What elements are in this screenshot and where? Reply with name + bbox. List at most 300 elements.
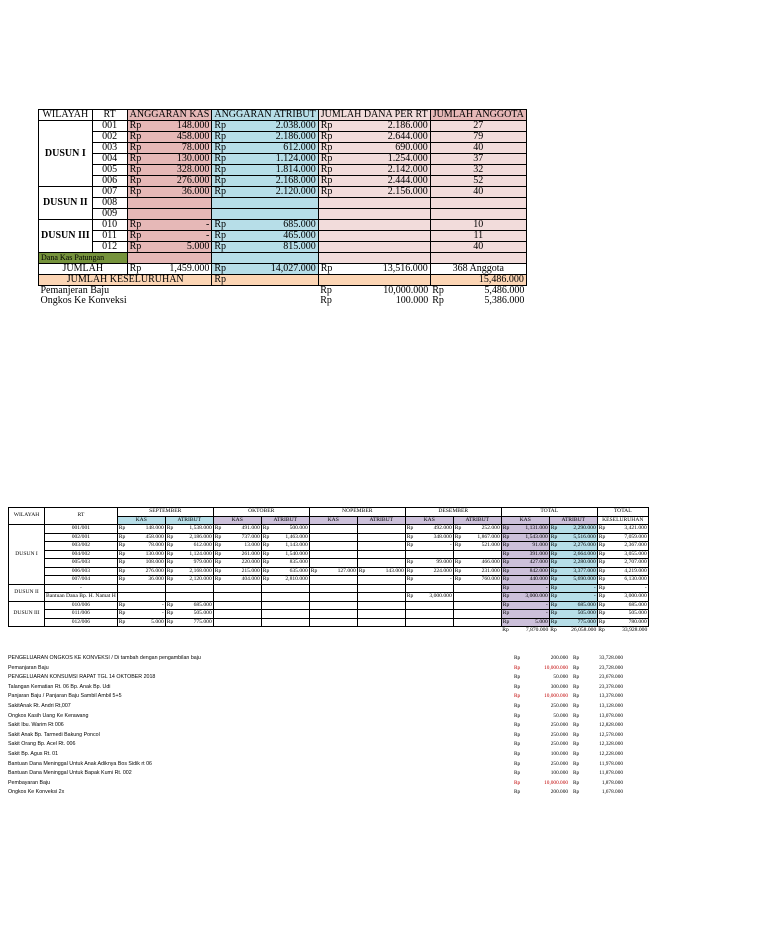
currency-label: Rp — [320, 295, 332, 306]
currency-label: Rp — [502, 593, 510, 599]
okt-kas — [213, 601, 261, 610]
currency-label: Rp — [262, 576, 270, 582]
currency-label: Rp — [514, 741, 521, 748]
total-keseluruhan-value: 3,055.000 — [624, 550, 647, 557]
sept-atribut — [165, 610, 213, 619]
monthly-total-row — [9, 627, 649, 635]
atribut-cell — [212, 143, 318, 154]
nop-kas — [309, 584, 357, 593]
monthly-row — [9, 525, 649, 534]
total-kas — [501, 601, 549, 610]
currency-label: Rp — [129, 241, 142, 252]
total-atribut — [549, 601, 597, 610]
header-atribut: ATRIBUT — [261, 516, 309, 525]
expense-row — [8, 673, 623, 683]
header-jumlah-anggota: JUMLAH ANGGOTA — [430, 110, 526, 121]
total-keseluruhan — [597, 550, 648, 559]
des-kas — [405, 593, 453, 602]
atribut-cell — [212, 121, 318, 132]
atribut-cell — [212, 132, 318, 143]
total-atribut-value: 505.000 — [577, 610, 596, 616]
currency-label: Rp — [406, 542, 414, 548]
okt-atribut-value: 1,463.000 — [285, 533, 308, 540]
nop-atribut — [357, 533, 405, 542]
total-atribut-value: 5,516.000 — [573, 533, 596, 540]
okt-atribut — [261, 567, 309, 576]
atribut-value: 2.186.000 — [275, 131, 316, 142]
total-atribut — [549, 525, 597, 534]
expense-row — [8, 750, 623, 760]
currency-label: Rp — [118, 533, 126, 540]
sept-atribut — [165, 559, 213, 568]
currency-label: Rp — [573, 731, 580, 738]
sept-kas — [117, 593, 165, 602]
summary-row — [39, 143, 527, 154]
total-kas-value: 5.000 — [535, 618, 548, 625]
currency-label: Rp — [406, 533, 414, 540]
jumlah-row — [39, 264, 527, 275]
anggota-cell: 27 — [430, 121, 526, 132]
jumlah-dana-cell — [318, 165, 430, 176]
currency-label: Rp — [598, 584, 606, 591]
jumlah-label: JUMLAH — [39, 264, 128, 275]
total-atribut — [549, 533, 597, 542]
des-atribut-value: 231.000 — [481, 567, 500, 574]
rt-cell: 009 — [92, 209, 127, 220]
summary-header-row — [39, 110, 527, 121]
header-rt: RT — [92, 110, 127, 121]
kas-cell — [127, 143, 212, 154]
total-kas-value: - — [545, 610, 548, 616]
des-atribut — [453, 559, 501, 568]
currency-label: Rp — [550, 593, 558, 599]
jumlah-dana-cell — [318, 143, 430, 154]
rt-cell: 006 — [92, 176, 127, 187]
nop-kas — [309, 567, 357, 576]
currency-label: Rp — [454, 559, 462, 565]
expense-label: PENGELUARAN KONSUMSI RAPAT TGL 14 OKTOBER 2018 — [8, 674, 156, 681]
des-atribut-value: 521.000 — [481, 542, 500, 548]
currency-label: Rp — [502, 550, 510, 557]
expense-balance: 12,228.000 — [599, 750, 623, 757]
sept-atribut-value: 979.000 — [193, 559, 212, 565]
sept-kas — [117, 576, 165, 585]
total-atribut — [549, 550, 597, 559]
currency-label: Rp — [514, 712, 521, 719]
currency-label: Rp — [358, 567, 366, 574]
currency-label: Rp — [454, 576, 462, 582]
okt-kas — [213, 576, 261, 585]
currency-label: Rp — [214, 533, 222, 540]
header-oktober: OKTOBER — [213, 508, 309, 517]
rt-cell: 005/003 — [45, 559, 118, 568]
total-kas — [501, 542, 549, 551]
des-kas — [405, 610, 453, 619]
des-atribut — [453, 601, 501, 610]
summary-row — [39, 187, 527, 198]
sept-kas-value: 148.000 — [145, 525, 164, 531]
sept-atribut — [165, 533, 213, 542]
expense-balance: 13,378.000 — [599, 693, 623, 700]
currency-label: Rp — [514, 770, 521, 777]
des-kas — [405, 584, 453, 593]
dusun-label: DUSUN I — [39, 121, 93, 187]
currency-label: Rp — [320, 263, 333, 274]
currency-label: Rp — [118, 567, 126, 574]
des-kas — [405, 550, 453, 559]
currency-label: Rp — [214, 576, 222, 582]
currency-label: Rp — [166, 576, 174, 582]
currency-label: Rp — [573, 712, 580, 719]
okt-atribut — [261, 601, 309, 610]
header-kas: KAS — [501, 516, 549, 525]
des-atribut — [453, 610, 501, 619]
currency-label: Rp — [166, 550, 174, 557]
total-keseluruhan — [597, 576, 648, 585]
total-keseluruhan — [597, 567, 648, 576]
rt-cell: 004/002 — [45, 550, 118, 559]
expense-amount: 200.000 — [550, 655, 568, 661]
currency-label: Rp — [550, 567, 558, 574]
total-kas-value: - — [545, 601, 548, 608]
okt-kas-value: 215.000 — [241, 567, 260, 574]
ongkos-row — [39, 296, 527, 306]
currency-label: Rp — [502, 584, 510, 591]
rt-cell: 010/006 — [45, 601, 118, 610]
kas-cell — [127, 165, 212, 176]
currency-label: Rp — [598, 542, 606, 548]
sept-kas-value: 78.000 — [148, 542, 164, 548]
atribut-value: 2.038.000 — [275, 120, 316, 131]
sept-atribut — [165, 618, 213, 627]
okt-kas — [213, 542, 261, 551]
currency-label: Rp — [406, 593, 414, 599]
anggota-cell: 11 — [430, 231, 526, 242]
currency-label: Rp — [514, 664, 521, 671]
currency-label: Rp — [320, 142, 333, 153]
currency-label: Rp — [129, 263, 142, 274]
nop-atribut — [357, 525, 405, 534]
summary-row — [39, 220, 527, 231]
currency-label: Rp — [550, 610, 558, 616]
currency-label: Rp — [573, 760, 580, 767]
dana-kas-label: Dana Kas Patungan — [39, 253, 128, 264]
jumlah-kas-cell — [127, 264, 212, 275]
sept-kas-value: - — [161, 601, 164, 608]
currency-label: Rp — [573, 741, 580, 748]
currency-label: Rp — [129, 186, 142, 197]
jumlah-dana-cell — [318, 220, 430, 231]
total-keseluruhan-value: 780.000 — [628, 618, 647, 625]
sept-atribut — [165, 576, 213, 585]
currency-label: Rp — [550, 525, 558, 531]
sept-kas — [117, 542, 165, 551]
currency-label: Rp — [454, 533, 462, 540]
currency-label: Rp — [214, 164, 227, 175]
nop-atribut — [357, 610, 405, 619]
sept-kas — [117, 618, 165, 627]
expense-row — [8, 779, 623, 789]
ongkos-v2: 5,386.000 — [484, 295, 525, 306]
kas-value: 276.000 — [176, 175, 210, 186]
sept-kas-value: 36.000 — [148, 576, 164, 582]
jumlah-atribut-cell — [212, 264, 318, 275]
sept-atribut — [165, 593, 213, 602]
expense-balance: 13,078.000 — [599, 712, 623, 719]
jumlah-dana-cell — [318, 209, 430, 220]
sept-kas — [117, 533, 165, 542]
jumlah-dana-cell — [318, 154, 430, 165]
expense-amount: 250.000 — [550, 702, 568, 709]
des-atribut — [453, 567, 501, 576]
expense-balance: 33,728.000 — [599, 655, 623, 661]
currency-label: Rp — [550, 559, 558, 565]
currency-label: Rp — [514, 655, 521, 661]
anggota-cell: 40 — [430, 143, 526, 154]
currency-label: Rp — [166, 610, 174, 616]
jumlah-value: 2.142.000 — [387, 164, 428, 175]
total-keseluruhan-value: 6,130.000 — [624, 576, 647, 582]
kas-value: - — [206, 230, 210, 241]
keseluruhan-rp — [212, 275, 318, 286]
rt-cell: 011/006 — [45, 610, 118, 619]
summary-row — [39, 209, 527, 220]
rt-cell: 012/006 — [45, 618, 118, 627]
des-atribut — [453, 593, 501, 602]
expense-row — [8, 731, 623, 741]
expense-amount: 100.000 — [550, 750, 568, 757]
total-kas — [501, 618, 549, 627]
keseluruhan-row — [39, 275, 527, 286]
sept-atribut-value: 1,124.000 — [189, 550, 212, 557]
currency-label: Rp — [166, 601, 174, 608]
expense-label: Ongkos Kasih Uang Ke Kerawang — [8, 712, 89, 719]
expense-amount: 50.000 — [553, 674, 568, 681]
expense-balance: 12,578.000 — [599, 731, 623, 738]
nop-atribut — [357, 542, 405, 551]
total-kas-value: 440.000 — [529, 576, 548, 582]
des-kas — [405, 533, 453, 542]
total-kas — [501, 550, 549, 559]
total-keseluruhan-value: 685.000 — [628, 601, 647, 608]
nop-kas — [309, 550, 357, 559]
expense-list — [8, 654, 623, 798]
des-kas-value: 492.000 — [433, 525, 452, 531]
currency-label: Rp — [432, 285, 444, 296]
currency-label: Rp — [262, 533, 270, 540]
currency-label: Rp — [214, 186, 227, 197]
currency-label: Rp — [550, 618, 558, 625]
sept-kas-value: - — [161, 610, 164, 616]
total-atribut — [549, 567, 597, 576]
nop-atribut — [357, 584, 405, 593]
okt-kas — [213, 618, 261, 627]
total-keseluruhan-value: 3,000.000 — [624, 593, 647, 599]
jumlah-dana-cell — [318, 176, 430, 187]
okt-kas-value: 737.000 — [241, 533, 260, 540]
sept-atribut-value: 2,186.000 — [189, 533, 212, 540]
expense-balance: 1,678.000 — [601, 789, 623, 796]
header-keseluruhan: KESELURUHAN — [597, 516, 648, 525]
kas-value: 78.000 — [181, 142, 210, 153]
des-kas — [405, 576, 453, 585]
header-wilayah: WILAYAH — [9, 508, 45, 525]
currency-label: Rp — [598, 610, 606, 616]
currency-label: Rp — [573, 722, 580, 729]
monthly-row — [9, 610, 649, 619]
okt-atribut-value: 1,143.000 — [285, 542, 308, 548]
jumlah-anggota-cell: 368 Anggota — [430, 264, 526, 275]
total-kas — [501, 533, 549, 542]
currency-label: Rp — [214, 559, 222, 565]
currency-label: Rp — [406, 559, 414, 565]
jumlah-value: 2.186.000 — [387, 120, 428, 131]
okt-kas-value: 13.000 — [244, 542, 260, 548]
header-anggaran-atribut: ANGGARAN ATRIBUT — [212, 110, 318, 121]
sept-kas — [117, 559, 165, 568]
monthly-row — [9, 542, 649, 551]
currency-label: Rp — [502, 542, 510, 548]
okt-kas — [213, 525, 261, 534]
nop-atribut — [357, 601, 405, 610]
expense-amount: 250.000 — [550, 722, 568, 729]
currency-label: Rp — [454, 525, 462, 531]
summary-row — [39, 132, 527, 143]
anggota-cell: 40 — [430, 187, 526, 198]
total-atribut — [549, 593, 597, 602]
monthly-header-row-1 — [9, 508, 649, 517]
expense-label: Pembayaran Baju — [8, 779, 51, 786]
jumlah-dana-cell — [318, 198, 430, 209]
atribut-cell — [212, 165, 318, 176]
ongkos-value-2 — [430, 296, 526, 306]
expense-label: Bantuan Dana Meninggal Untuk Bapak Kumi Rt. 002 — [8, 770, 132, 777]
total-kas-value: 842.000 — [529, 567, 548, 574]
expense-balance: 11,978.000 — [599, 760, 623, 767]
des-kas-value: 99.000 — [436, 559, 452, 565]
anggota-cell — [430, 198, 526, 209]
des-kas — [405, 542, 453, 551]
okt-atribut — [261, 576, 309, 585]
total-keseluruhan-value: 505.000 — [628, 610, 647, 616]
currency-label: Rp — [514, 683, 521, 690]
currency-label: Rp — [262, 542, 270, 548]
total-atribut-value: 2,276.000 — [573, 542, 596, 548]
okt-kas-value: 220.000 — [241, 559, 260, 565]
expense-row — [8, 702, 623, 712]
currency-label: Rp — [129, 131, 142, 142]
currency-label: Rp — [598, 533, 606, 540]
expense-balance: 23,678.000 — [599, 674, 623, 681]
rt-cell: 003/002 — [45, 542, 118, 551]
currency-label: Rp — [320, 131, 333, 142]
anggota-cell: 10 — [430, 220, 526, 231]
summary-row — [39, 176, 527, 187]
rt-cell: 004 — [92, 154, 127, 165]
total-atribut-value: 2,664.000 — [573, 550, 596, 557]
jumlah-dana-cell — [318, 187, 430, 198]
header-atribut: ATRIBUT — [453, 516, 501, 525]
expense-row — [8, 740, 623, 750]
ongkos-label: Ongkos Ke Konveksi — [40, 295, 127, 306]
header-kas: KAS — [117, 516, 165, 525]
des-atribut-value: 252.000 — [481, 525, 500, 531]
anggota-cell: 32 — [430, 165, 526, 176]
grand-total-atribut — [549, 627, 597, 635]
des-kas — [405, 567, 453, 576]
header-september: SEPTEMBER — [117, 508, 213, 517]
total-keseluruhan-value: 4,219.000 — [624, 567, 647, 574]
rt-cell: 005 — [92, 165, 127, 176]
currency-label: Rp — [550, 576, 558, 582]
currency-label: Rp — [214, 550, 222, 557]
currency-label: Rp — [166, 559, 174, 565]
header-total: TOTAL — [501, 508, 597, 517]
atribut-value: 2.120.000 — [275, 186, 316, 197]
currency-label: Rp — [214, 263, 227, 274]
expense-balance: 12,328.000 — [599, 741, 623, 748]
currency-label: Rp — [514, 722, 521, 729]
des-atribut — [453, 533, 501, 542]
header-rt: RT — [45, 508, 118, 525]
anggota-cell: 40 — [430, 242, 526, 253]
total-keseluruhan-value: 2,367.000 — [624, 542, 647, 548]
kas-cell — [127, 187, 212, 198]
expense-row — [8, 664, 623, 674]
total-atribut — [549, 542, 597, 551]
des-kas — [405, 525, 453, 534]
jumlah-dana-value: 13,516.000 — [382, 263, 428, 274]
kas-value: 5.000 — [186, 241, 210, 252]
header-kas: KAS — [405, 516, 453, 525]
expense-label: Sakit Orang Bp. Acel Rt. 006 — [8, 741, 76, 748]
expense-balance: 12,828.000 — [599, 722, 623, 729]
nop-kas — [309, 525, 357, 534]
currency-label: Rp — [573, 674, 580, 681]
expense-row — [8, 712, 623, 722]
currency-label: Rp — [573, 693, 580, 700]
kas-value: 328.000 — [176, 164, 210, 175]
currency-label: Rp — [166, 525, 174, 531]
nop-kas — [309, 601, 357, 610]
nop-atribut — [357, 576, 405, 585]
okt-kas — [213, 533, 261, 542]
currency-label: Rp — [514, 693, 521, 700]
total-keseluruhan-value: - — [644, 584, 647, 591]
sept-kas-value: 276.000 — [145, 567, 164, 574]
currency-label: Rp — [502, 627, 509, 633]
rt-cell: 002 — [92, 132, 127, 143]
okt-kas — [213, 584, 261, 593]
rt-cell: 008 — [92, 198, 127, 209]
currency-label: Rp — [214, 219, 227, 230]
currency-label: Rp — [573, 683, 580, 690]
dusun-label: DUSUN III — [9, 601, 45, 627]
total-atribut-value: - — [593, 593, 596, 599]
nop-atribut — [357, 593, 405, 602]
currency-label: Rp — [432, 295, 444, 306]
sept-atribut-value: 2,168.000 — [189, 567, 212, 574]
summary-row — [39, 154, 527, 165]
sept-kas — [117, 567, 165, 576]
currency-label: Rp — [573, 750, 580, 757]
okt-atribut — [261, 542, 309, 551]
total-atribut-value: 3,377.000 — [573, 567, 596, 574]
okt-atribut-value: 500.000 — [289, 525, 308, 531]
sept-kas — [117, 550, 165, 559]
currency-label: Rp — [262, 525, 270, 531]
kas-cell — [127, 209, 212, 220]
